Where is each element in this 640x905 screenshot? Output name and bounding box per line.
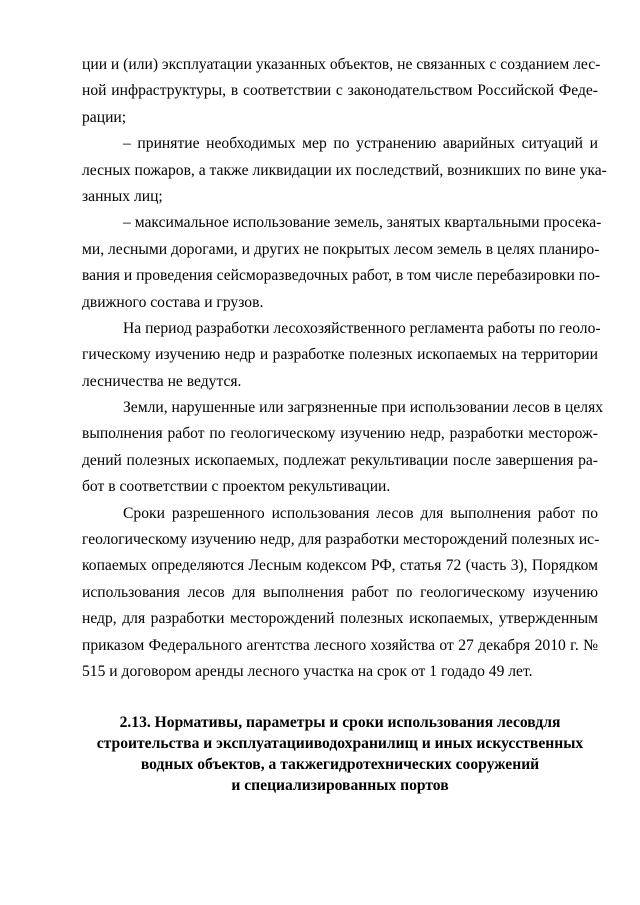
paragraph-line: ной инфраструктуры, в соответствии с законодательством Российской Феде- [82, 82, 598, 100]
paragraph-line: занных лиц; [82, 187, 163, 205]
paragraph-line: дений полезных ископаемых, подлежат рекультивации после завершения ра- [82, 451, 598, 469]
paragraph-line: Земли, нарушенные или загрязненные при использовании лесов в целях [123, 399, 604, 417]
paragraph-line: Сроки разрешенного использования лесов для выполнения работ по [123, 504, 598, 522]
paragraph-line: – максимальное использование земель, занятых квартальными просека- [123, 214, 602, 232]
paragraph [82, 316, 601, 395]
paragraph-line: приказом Федерального агентства лесного хозяйства от 27 декабря 2010 г. № [82, 636, 598, 654]
paragraph-line: рации; [82, 108, 127, 126]
paragraph-line: геологическому изучению недр, для разработки месторождений полезных ис- [82, 531, 600, 549]
paragraph-line: – принятие необходимых мер по устранению аварийных ситуаций и [123, 135, 598, 153]
paragraph [82, 52, 601, 131]
heading-line: водных объектов, а такжегидротехнических сооружений [140, 756, 540, 773]
paragraph-line: выполнения работ по геологическому изучению недр, разработки месторож- [82, 425, 598, 443]
paragraph-line: ции и (или) эксплуатации указанных объектов, не связанных с созданием лес- [82, 56, 601, 73]
heading-line: 2.13. Нормативы, параметры и сроки использования лесовдля [119, 714, 561, 731]
paragraph-line: копаемых определяются Лесным кодексом РФ, статья 72 (часть 3), Порядком [82, 557, 598, 575]
paragraph-line: лесных пожаров, а также ликвидации их последствий, возникших по вине ука- [82, 161, 607, 179]
paragraph-line: движного состава и грузов. [82, 293, 264, 311]
paragraph [82, 501, 598, 686]
paragraph-line: ми, лесными дорогами, и других не покрытых лесом земель в целях планиро- [82, 240, 600, 258]
paragraph-line: бот в соответствии с проектом рекультивации. [82, 478, 391, 496]
paragraph-line: недр, для разработки месторождений полезных ископаемых, утвержденным [82, 610, 598, 628]
paragraph-line: На период разработки лесохозяйственного регламента работы по геоло- [123, 319, 601, 337]
paragraph [82, 395, 604, 501]
heading-line: и специализированных портов [231, 777, 449, 794]
paragraph-line: вания и проведения сейсморазведочных работ, в том числе перебазировки по- [82, 267, 601, 285]
paragraph [82, 131, 607, 210]
section-heading [82, 712, 598, 796]
paragraph-line: 515 и договором аренды лесного участка на срок от 1 годадо 49 лет. [82, 662, 533, 680]
body-text [82, 52, 607, 685]
paragraph [82, 210, 602, 316]
paragraph-line: использования лесов для выполнения работ по геологическому изучению [82, 583, 598, 601]
paragraph-line: лесничества не ведутся. [82, 372, 242, 390]
paragraph-line: гическому изучению недр и разработке полезных ископаемых на территории [82, 346, 598, 364]
heading-line: строительства и эксплуатацииводохранилищ и иных искусственных [96, 735, 584, 752]
